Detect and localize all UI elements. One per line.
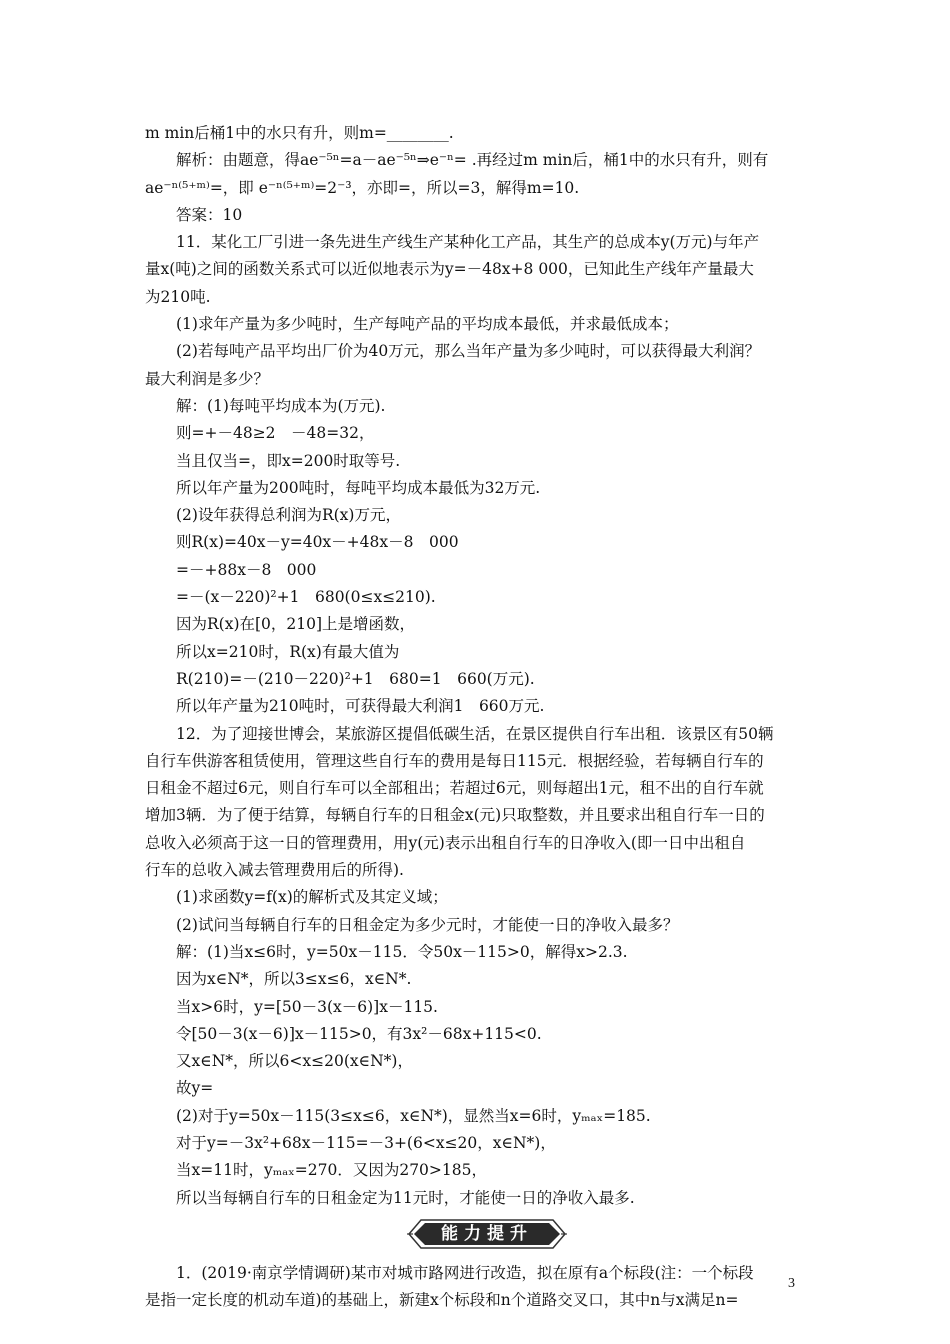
text-line: (1)求函数y=f(x)的解析式及其定义域； bbox=[176, 888, 448, 907]
text-line: 则=+－48≥2 －48=32， bbox=[176, 424, 375, 443]
text-line: 1．(2019·南京学情调研)某市对城市路网进行改造，拟在原有a个标段(注：一个标段 bbox=[176, 1263, 754, 1282]
text-line: =－+88x－8 000 bbox=[176, 560, 317, 579]
text-line: 所以x=210时，R(x)有最大值为 bbox=[176, 642, 400, 661]
page-number: 3 bbox=[788, 1276, 795, 1291]
text-line: 因为x∈N*，所以3≤x≤6，x∈N*. bbox=[176, 970, 412, 989]
text-line: (1)求年产量为多少吨时，生产每吨产品的平均成本最低，并求最低成本； bbox=[176, 315, 679, 334]
text-line: 令[50－3(x－6)]x－115>0，有3x²－68x+115<0. bbox=[176, 1024, 542, 1043]
text-line: (2)若每吨产品平均出厂价为40万元，那么当年产量为多少吨时，可以获得最大利润？ bbox=[176, 342, 761, 361]
text-line: 当且仅当=，即x=200时取等号. bbox=[176, 451, 401, 470]
text-line: 是指一定长度的机动车道)的基础上，新建x个标段和n个道路交叉口，其中n与x满足n= bbox=[145, 1291, 739, 1310]
text-line: =－(x－220)²+1 680(0≤x≤210). bbox=[176, 588, 436, 607]
text-line: 所以当每辆自行车的日租金定为11元时，才能使一日的净收入最多. bbox=[176, 1188, 635, 1207]
text-line: 行车的总收入减去管理费用后的所得). bbox=[145, 861, 404, 880]
text-line: 总收入必须高于这一日的管理费用，用y(元)表示出租自行车的日净收入(即一日中出租自 bbox=[145, 833, 746, 852]
text-line: 11．某化工厂引进一条先进生产线生产某种化工产品，其生产的总成本y(万元)与年产 bbox=[176, 233, 760, 252]
text-line: 解析：由题意，得ae⁻⁵ⁿ=a－ae⁻⁵ⁿ⇒e⁻ⁿ= .再经过m min后，桶1中的水只有升，则有 bbox=[176, 151, 769, 170]
text-line: 则R(x)=40x－y=40x－+48x－8 000 bbox=[176, 533, 459, 552]
text-line: ae⁻ⁿ⁽⁵⁺ᵐ⁾=，即 e⁻ⁿ⁽⁵⁺ᵐ⁾=2⁻³，亦即=，所以=3，解得m=10. bbox=[145, 178, 580, 197]
text-line: 最大利润是多少？ bbox=[145, 369, 270, 388]
text-line: 所以年产量为210吨时，可获得最大利润1 660万元. bbox=[176, 697, 545, 716]
text-line: 日租金不超过6元，则自行车可以全部租出；若超过6元，则每超出1元，租不出的自行车就 bbox=[145, 779, 764, 798]
text-line: 增加3辆．为了便于结算，每辆自行车的日租金x(元)只取整数，并且要求出租自行车一日的 bbox=[145, 806, 765, 825]
text-line: 因为R(x)在[0，210]上是增函数， bbox=[176, 615, 416, 634]
banner-title-box bbox=[407, 1218, 567, 1250]
text-line: m min后桶1中的水只有升，则m=________. bbox=[145, 124, 454, 142]
text-line: 为210吨. bbox=[145, 287, 211, 306]
text-line: 自行车供游客租赁使用，管理这些自行车的费用是每日115元．根据经验，若每辆自行车的 bbox=[145, 751, 764, 770]
text-line: 量x(吨)之间的函数关系式可以近似地表示为y=－48x+8 000，已知此生产线年产量最大 bbox=[145, 260, 754, 279]
text-line: R(210)=－(210－220)²+1 680=1 660(万元). bbox=[176, 669, 535, 688]
section-banner bbox=[145, 1214, 810, 1256]
text-line: (2)设年获得总利润为R(x)万元， bbox=[176, 506, 401, 525]
text-line: 12．为了迎接世博会，某旅游区提倡低碳生活，在景区提供自行车出租．该景区有50辆 bbox=[176, 724, 774, 743]
text-line: (2)试问当每辆自行车的日租金定为多少元时，才能使一日的净收入最多？ bbox=[176, 915, 679, 934]
text-line: 答案：10 bbox=[176, 205, 243, 224]
text-line: (2)对于y=50x－115(3≤x≤6，x∈N*)，显然当x=6时，yₘₐₓ=185. bbox=[176, 1106, 651, 1125]
text-line: 当x=11时，yₘₐₓ=270．又因为270>185， bbox=[176, 1161, 487, 1180]
text-line: 所以年产量为200吨时，每吨平均成本最低为32万元. bbox=[176, 478, 541, 497]
page-content bbox=[145, 120, 810, 1314]
text-line: 当x>6时，y=[50－3(x－6)]x－115. bbox=[176, 997, 438, 1016]
text-line: 又x∈N*，所以6<x≤20(x∈N*)， bbox=[176, 1052, 413, 1071]
text-line: 解：(1)每吨平均成本为(万元). bbox=[176, 396, 386, 415]
text-line: 解：(1)当x≤6时，y=50x－115．令50x－115>0，解得x>2.3. bbox=[176, 942, 628, 961]
text-line: 故y= bbox=[176, 1079, 214, 1098]
banner-title: 能力提升 bbox=[441, 1223, 533, 1244]
text-line: 对于y=－3x²+68x－115=－3+(6<x≤20，x∈N*)， bbox=[176, 1133, 556, 1152]
